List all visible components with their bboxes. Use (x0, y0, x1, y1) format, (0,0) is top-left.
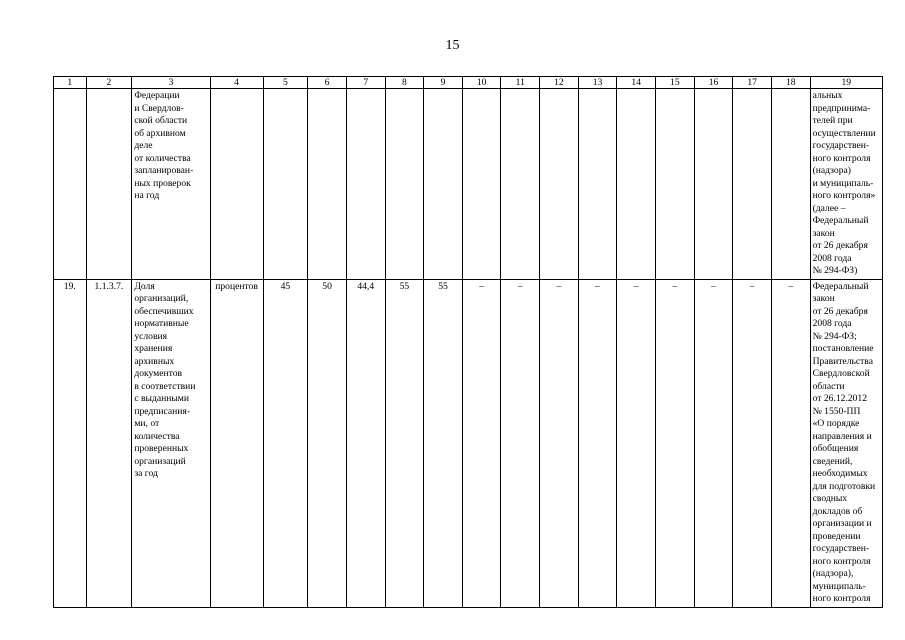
indicator-name-cell: Доля организаций, обеспечивших нормативные условия хранения архивных документов в соответствии с выданными предписания- ми, от количества проверенных организаций за год (132, 279, 210, 607)
code-cell: 1.1.3.7. (86, 279, 132, 607)
value-cell: 50 (308, 279, 347, 607)
page-number: 15 (445, 38, 460, 53)
value-cell: 45 (263, 279, 308, 607)
column-number: 10 (462, 77, 501, 89)
value-cell: – (656, 279, 695, 607)
column-number: 1 (54, 77, 87, 89)
value-cell: 55 (385, 279, 424, 607)
value-cell: – (617, 279, 656, 607)
value-cell (385, 89, 424, 280)
value-cell (771, 89, 810, 280)
column-number: 18 (771, 77, 810, 89)
table-row (54, 279, 883, 607)
value-cell (462, 89, 501, 280)
value-cell: – (771, 279, 810, 607)
value-cell: – (501, 279, 540, 607)
value-cell: – (578, 279, 617, 607)
value-cell (656, 89, 695, 280)
value-cell: 44,4 (346, 279, 385, 607)
indicator-name-cell: Федерации и Свердлов- ской области об архивном деле от количества запланирован- ных проверок на год (132, 89, 210, 280)
column-number: 7 (346, 77, 385, 89)
column-number: 4 (210, 77, 263, 89)
unit-cell: процентов (210, 279, 263, 607)
column-number: 6 (308, 77, 347, 89)
value-cell (540, 89, 579, 280)
value-cell (424, 89, 463, 280)
column-number: 15 (656, 77, 695, 89)
value-cell: 55 (424, 279, 463, 607)
value-cell (578, 89, 617, 280)
column-number: 11 (501, 77, 540, 89)
value-cell: – (540, 279, 579, 607)
unit-cell (210, 89, 263, 280)
column-number: 3 (132, 77, 210, 89)
column-number: 17 (733, 77, 772, 89)
value-cell (263, 89, 308, 280)
value-cell (694, 89, 733, 280)
value-cell (501, 89, 540, 280)
indicator-table (53, 76, 883, 608)
column-number: 2 (86, 77, 132, 89)
column-number: 9 (424, 77, 463, 89)
value-cell: – (733, 279, 772, 607)
value-cell (617, 89, 656, 280)
column-number-row (54, 77, 883, 89)
source-cell: Федеральный закон от 26 декабря 2008 года № 294-ФЗ; постановление Правительства Свердловской области от 26.12.2012 № 1550-ПП «О порядке направления и обобщения сведений, необходимых для подготовки сводных докладов об организации и проведении государствен- ного контроля (надзора), муниципаль- ного контроля (810, 279, 882, 607)
value-cell (733, 89, 772, 280)
table-row (54, 89, 883, 280)
source-cell: альных предпринима- телей при осуществлении государствен- ного контроля (надзора) и муниципаль- ного контроля» (далее – Федеральный закон от 26 декабря 2008 года № 294-ФЗ) (810, 89, 882, 280)
column-number: 14 (617, 77, 656, 89)
value-cell (346, 89, 385, 280)
value-cell (308, 89, 347, 280)
column-number: 13 (578, 77, 617, 89)
row-number-cell (54, 89, 87, 280)
row-number-cell: 19. (54, 279, 87, 607)
column-number: 16 (694, 77, 733, 89)
column-number: 12 (540, 77, 579, 89)
column-number: 8 (385, 77, 424, 89)
code-cell (86, 89, 132, 280)
value-cell: – (462, 279, 501, 607)
value-cell: – (694, 279, 733, 607)
column-number: 19 (810, 77, 882, 89)
column-number: 5 (263, 77, 308, 89)
